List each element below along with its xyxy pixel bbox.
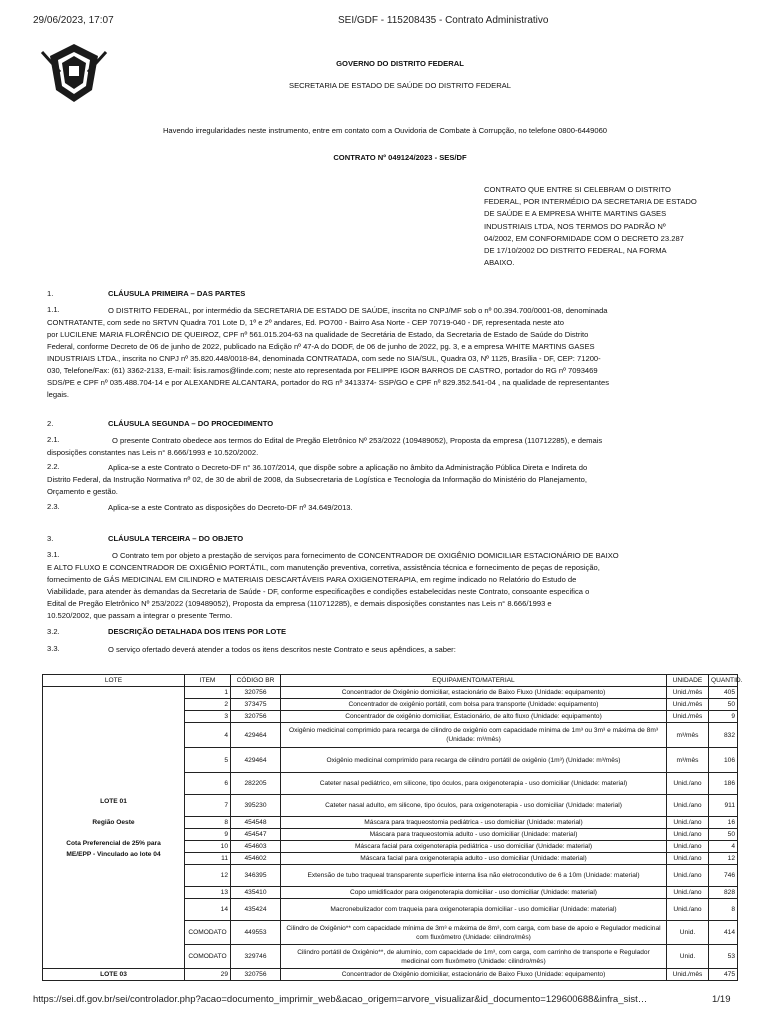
- description-cell: Máscara para traqueostomia pediátrica - uso domiciliar (Unidade: material): [281, 817, 667, 829]
- header-item: ITEM: [185, 675, 231, 687]
- clause-2-title: CLÁUSULA SEGUNDA – DO PROCEDIMENTO: [108, 419, 274, 428]
- clause-1-1-line: O DISTRITO FEDERAL, por intermédio da SECRETARIA DE ESTADO DE SAÚDE, inscrita no CNPJ/MF sob o nº 00.394.700/0001-08, denominada: [108, 306, 608, 315]
- table-row: [43, 687, 738, 699]
- unit-cell: Unid./mês: [667, 711, 709, 723]
- description-cell: Cateter nasal pediátrico, em silicone, tipo óculos, para oxigenoterapia - uso domiciliar (Unidade: material): [281, 773, 667, 795]
- unit-cell: m³/mês: [667, 723, 709, 748]
- description-cell: Extensão de tubo traqueal transparente superfície interna lisa não eletrocondutivo de 6 a 10m (Unidade: material): [281, 865, 667, 887]
- clause-2-2-line: Orçamento e gestão.: [47, 487, 118, 496]
- clause-3-number: 3.: [47, 534, 54, 543]
- preamble-block: [484, 184, 725, 269]
- code-cell: 320756: [231, 969, 281, 981]
- preamble-line: 04/2002, EM CONFORMIDADE COM O DECRETO 23.287: [484, 233, 684, 243]
- qty-cell: 746: [709, 865, 738, 887]
- clause-2-1-number: 2.1.: [47, 435, 60, 444]
- lote-label: LOTE 01: [100, 797, 127, 805]
- preamble-line: DE 17/10/2002 DO DISTRITO FEDERAL, NA FORMA: [484, 246, 667, 256]
- qty-cell: 475: [709, 969, 738, 981]
- unit-cell: Unid./ano: [667, 795, 709, 817]
- header-codigo: CÓDIGO BR: [231, 675, 281, 687]
- clause-2-2-line: Distrito Federal, da Instrução Normativa nº 02, de 30 de abril de 2008, da Subsecretaria de Logística e Tecnologia da Informação do Ministério do Planejamento,: [47, 475, 587, 484]
- description-cell: Máscara facial para oxigenoterapia pediátrica - uso domiciliar (Unidade: material): [281, 841, 667, 853]
- item-cell: 13: [185, 887, 231, 899]
- item-cell: 5: [185, 748, 231, 773]
- clause-3-title: CLÁUSULA TERCEIRA – DO OBJETO: [108, 534, 244, 543]
- item-cell: 12: [185, 865, 231, 887]
- qty-cell: 186: [709, 773, 738, 795]
- print-doc-title: SEI/GDF - 115208435 - Contrato Administrativo: [338, 15, 549, 26]
- qty-cell: 4: [709, 841, 738, 853]
- clause-3-3-number: 3.3.: [47, 644, 60, 653]
- unit-cell: Unid./mês: [667, 687, 709, 699]
- unit-cell: m³/mês: [667, 748, 709, 773]
- code-cell: 373475: [231, 699, 281, 711]
- unit-cell: Unid./mês: [667, 699, 709, 711]
- unit-cell: Unid./ano: [667, 853, 709, 865]
- item-cell: COMODATO: [185, 945, 231, 969]
- qty-cell: 8: [709, 899, 738, 921]
- clause-2-1-line: O presente Contrato obedece aos termos do Edital de Pregão Eletrônico Nº 253/2022 (109489052), Proposta da empresa (110712285), e demais: [112, 436, 603, 445]
- preamble-line: CONTRATO QUE ENTRE SI CELEBRAM O DISTRITO: [484, 185, 671, 194]
- qty-cell: 106: [709, 748, 738, 773]
- lote-03-cell: LOTE 03: [43, 969, 185, 981]
- clause-1-1-line: SDS/PE e CPF nº 035.488.704-14 e por ALEXANDRE ALCANTARA, portador do RG nº 3413374- SSP/GO e CPF nº 829.352.541-04 , na qualidade de representantes: [47, 378, 610, 387]
- clause-2-2-line: Aplica-se a este Contrato o Decreto-DF n° 36.107/2014, que dispõe sobre a aplicação no âmbito da Administração Pública Direta e Indireta do: [108, 463, 588, 472]
- footer-url: https://sei.df.gov.br/sei/controlador.php?acao=documento_imprimir_web&acao_origem=arvore_visualizar&id_documento=129600688&infra_sist…: [33, 994, 648, 1005]
- items-table: [42, 674, 743, 981]
- qty-cell: 832: [709, 723, 738, 748]
- table-row: [43, 969, 738, 981]
- description-cell: Oxigênio medicinal comprimido para recarga de cilindro portátil de oxigênio (1m³) (Unidade: m³/mês): [281, 748, 667, 773]
- preamble-line: DE SAÚDE E A EMPRESA WHITE MARTINS GASES: [484, 209, 667, 219]
- code-cell: 329746: [231, 945, 281, 969]
- clause-3-1-line: fornecimento de GÁS MEDICINAL EM CILINDRO e MATERIAIS DESCARTÁVEIS PARA OXIGENOTERAPIA, em regime indicado no Relatório do Estudo de: [47, 575, 577, 584]
- lote-quota: Cota Preferencial de 25% para: [66, 839, 161, 847]
- description-cell: Macronebulizador com traqueia para oxigenoterapia domiciliar - uso domiciliar (Unidade: material): [281, 899, 667, 921]
- qty-cell: 405: [709, 687, 738, 699]
- description-cell: Concentrador de oxigênio portátil, com bolsa para transporte (Unidade: equipamento): [281, 699, 667, 711]
- clause-1-number: 1.: [47, 289, 54, 298]
- item-cell: 4: [185, 723, 231, 748]
- unit-cell: Unid./ano: [667, 829, 709, 841]
- unit-cell: Unid.: [667, 921, 709, 945]
- code-cell: 454547: [231, 829, 281, 841]
- code-cell: 395230: [231, 795, 281, 817]
- qty-cell: 9: [709, 711, 738, 723]
- clause-1-1-number: 1.1.: [47, 305, 60, 314]
- description-cell: Copo umidificador para oxigenoterapia domiciliar - uso domiciliar (Unidade: material): [281, 887, 667, 899]
- clause-1-1-line: legais.: [47, 390, 69, 399]
- unit-cell: Unid./ano: [667, 841, 709, 853]
- header-quantidade: QUANTID.: [709, 675, 738, 687]
- description-cell: Máscara facial para oxigenoterapia adulto - uso domiciliar (Unidade: material): [281, 853, 667, 865]
- qty-cell: 16: [709, 817, 738, 829]
- secretaria-heading: SECRETARIA DE ESTADO DE SAÚDE DO DISTRITO FEDERAL: [289, 81, 511, 90]
- clause-1-1-line: INDUSTRIAIS LTDA., inscrita no CNPJ nº 35.820.448/0018-84, denominada CONTRATADA, com sede no SIA/SUL, Quadra 03, Nº 1125, Brasília - DF, CEP: 71200-: [47, 354, 601, 363]
- clause-3-1-line: Edital de Pregão Eletrônico Nº 253/2022 (109489052), Proposta da empresa (110712285), e demais disposições constantes nas Leis n° 8.666/1993 e: [47, 599, 552, 608]
- code-cell: 454603: [231, 841, 281, 853]
- unit-cell: Unid./ano: [667, 817, 709, 829]
- unit-cell: Unid.: [667, 945, 709, 969]
- clause-1-1-line: CONTRATANTE, com sede no SRTVN Quadra 701 Lote D, 1º e 2º andares, Ed. PO700 - Bairro Asa Norte - CEP 70719-040 - DF, representada neste ato: [47, 318, 564, 327]
- code-cell: 320756: [231, 711, 281, 723]
- coat-of-arms-logo: [40, 42, 108, 104]
- description-cell: Máscara para traqueostomia adulto - uso domiciliar (Unidade: material): [281, 829, 667, 841]
- gov-heading: GOVERNO DO DISTRITO FEDERAL: [336, 59, 464, 68]
- item-cell: 3: [185, 711, 231, 723]
- unit-cell: Unid./mês: [667, 969, 709, 981]
- unit-cell: Unid./ano: [667, 899, 709, 921]
- qty-cell: 911: [709, 795, 738, 817]
- clause-3-1-line: O Contrato tem por objeto a prestação de serviços para fornecimento de CONCENTRADOR DE OXIGÊNIO DOMICILIAR ESTACIONÁRIO DE BAIXO: [112, 551, 619, 560]
- clause-1-1-line: Federal, conforme Decreto de 06 de junho de 2022, publicado na Edição nº 47-A do DODF, de 06 de junho de 2022, pg. 3, e a empresa WHITE MARTINS GASES: [47, 342, 595, 351]
- clause-2-3-number: 2.3.: [47, 502, 60, 511]
- qty-cell: 53: [709, 945, 738, 969]
- description-cell: Cateter nasal adulto, em silicone, tipo óculos, para oxigenoterapia - uso domiciliar (Unidade: material): [281, 795, 667, 817]
- item-cell: COMODATO: [185, 921, 231, 945]
- clause-3-2-title: DESCRIÇÃO DETALHADA DOS ITENS POR LOTE: [108, 627, 287, 636]
- code-cell: 346395: [231, 865, 281, 887]
- clause-2-1-line: disposições constantes nas Leis n° 8.666/1993 e 10.520/2002.: [47, 448, 259, 457]
- table-header-row: [43, 675, 738, 687]
- header-equipamento: EQUIPAMENTO/MATERIAL: [281, 675, 667, 687]
- unit-cell: Unid./ano: [667, 773, 709, 795]
- description-cell: Cilindro portátil de Oxigênio**, de alumínio, com capacidade de 1m³, com carga, com carrinho de transporte e Regulador medicinal com fluxômetro (Unidade: cilindro/mês): [281, 945, 667, 969]
- clause-2-3-text: Aplica-se a este Contrato as disposições do Decreto-DF nº 34.649/2013.: [108, 503, 353, 512]
- item-cell: 14: [185, 899, 231, 921]
- clause-2-number: 2.: [47, 419, 54, 428]
- preamble-line: INDUSTRIAIS LTDA, NOS TERMOS DO PADRÃO Nº: [484, 221, 666, 231]
- description-cell: Oxigênio medicinal comprimido para recarga de cilindro de oxigênio com capacidade mínima de 1m³ ou 3m³ e máxima de 8m³ (Unidade: m³/mês): [281, 723, 667, 748]
- unit-cell: Unid./ano: [667, 887, 709, 899]
- code-cell: 454602: [231, 853, 281, 865]
- description-cell: Cilindro de Oxigênio** com capacidade mínima de 3m³ e máxima de 8m³, com carga, com base de apoio e Regulador medicinal com fluxômetro (Unidade: cilindro/mês): [281, 921, 667, 945]
- code-cell: 320756: [231, 687, 281, 699]
- item-cell: 6: [185, 773, 231, 795]
- lote-01-cell: [43, 687, 185, 969]
- unit-cell: Unid./ano: [667, 865, 709, 887]
- page-number: 1/19: [712, 994, 731, 1005]
- description-cell: Concentrador de Oxigênio domiciliar, estacionário de Baixo Fluxo (Unidade: equipamento): [281, 687, 667, 699]
- preamble-line: FEDERAL, POR INTERMÉDIO DA SECRETARIA DE ESTADO: [484, 197, 697, 207]
- contract-title: CONTRATO Nº 049124/2023 - SES/DF: [333, 153, 467, 162]
- code-cell: 449553: [231, 921, 281, 945]
- item-cell: 9: [185, 829, 231, 841]
- clause-1-title: CLÁUSULA PRIMEIRA – DAS PARTES: [108, 289, 246, 298]
- clause-3-3-text: O serviço ofertado deverá atender a todos os itens descritos neste Contrato e seus apêndices, a saber:: [108, 645, 456, 654]
- item-cell: 1: [185, 687, 231, 699]
- code-cell: 435410: [231, 887, 281, 899]
- print-datetime: 29/06/2023, 17:07: [33, 15, 114, 26]
- item-cell: 7: [185, 795, 231, 817]
- header-lote: LOTE: [43, 675, 185, 687]
- code-cell: 454548: [231, 817, 281, 829]
- item-cell: 29: [185, 969, 231, 981]
- item-cell: 8: [185, 817, 231, 829]
- clause-1-1-line: 030, Telefone/Fax: (61) 3362-2133, E-mail: lisis.ramos@linde.com; neste ato representada por FELIPPE IGOR BARROS DE CASTRO, portador do RG nº 7093469: [47, 366, 598, 375]
- preamble-line: ABAIXO.: [484, 258, 515, 268]
- code-cell: 429464: [231, 723, 281, 748]
- description-cell: Concentrador de oxigênio domiciliar, Estacionário, de alto fluxo (Unidade: equipamento): [281, 711, 667, 723]
- qty-cell: 12: [709, 853, 738, 865]
- clause-1-1-line: por LUCILENE MARIA FLORÊNCIO DE QUEIROZ, CPF nº 561.015.204-63 na qualidade de Secretária de Estado, da Secretaria de Estado de Saúde do Distrito: [47, 330, 589, 339]
- clause-3-1-number: 3.1.: [47, 550, 60, 559]
- qty-cell: 828: [709, 887, 738, 899]
- qty-cell: 414: [709, 921, 738, 945]
- clause-2-2-number: 2.2.: [47, 462, 60, 471]
- item-cell: 11: [185, 853, 231, 865]
- qty-cell: 50: [709, 829, 738, 841]
- lote-quota: ME/EPP - Vinculado ao lote 04: [66, 850, 161, 858]
- clause-3-1-line: E ALTO FLUXO E CONCENTRADOR DE OXIGÊNIO PORTÁTIL, com manutenção preventiva, corretiva, assistência técnica e fornecimento de peças de reposição,: [47, 563, 600, 572]
- clause-3-2-number: 3.2.: [47, 627, 60, 636]
- clause-3-1-line: Viabilidade, para atender às demandas da Secretaria de Saúde - DF, conforme especificações e condições estabelecidas neste Contrato, consoante especifica o: [47, 587, 590, 596]
- description-cell: Concentrador de Oxigênio domiciliar, estacionário de Baixo Fluxo (Unidade: equipamento): [281, 969, 667, 981]
- ouvidoria-notice: Havendo irregularidades neste instrumento, entre em contato com a Ouvidoria de Combate à Corrupção, no telefone 0800-6449060: [162, 126, 608, 135]
- clause-3-1-line: 10.520/2002, que passam a integrar o presente Termo.: [47, 611, 233, 620]
- header-unidade: UNIDADE: [667, 675, 709, 687]
- item-cell: 2: [185, 699, 231, 711]
- lote-region: Região Oeste: [92, 818, 135, 826]
- item-cell: 10: [185, 841, 231, 853]
- code-cell: 429464: [231, 748, 281, 773]
- code-cell: 282205: [231, 773, 281, 795]
- code-cell: 435424: [231, 899, 281, 921]
- qty-cell: 50: [709, 699, 738, 711]
